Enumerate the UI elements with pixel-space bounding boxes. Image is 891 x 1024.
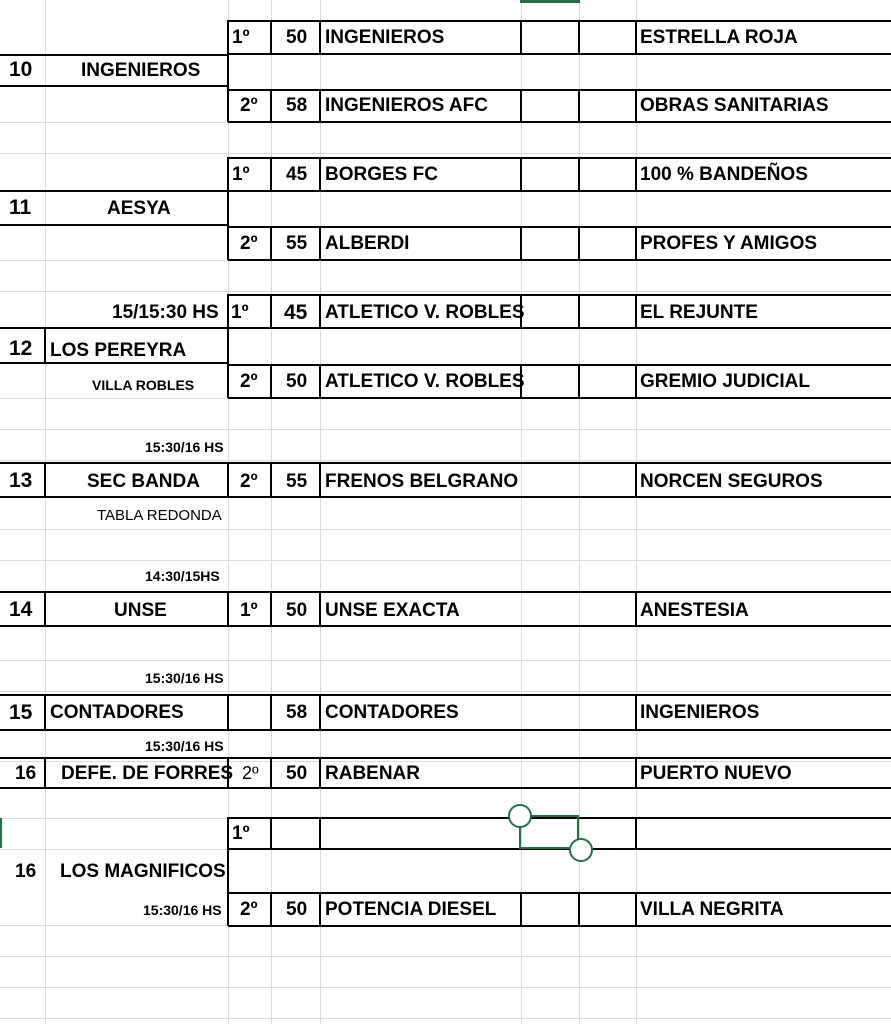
division-cell[interactable]: 1º	[231, 302, 249, 323]
home-team-cell[interactable]: ATLETICO V. ROBLES	[325, 371, 525, 392]
resize-handle-bottom-right	[570, 839, 592, 861]
category-cell[interactable]: 50	[286, 899, 308, 920]
away-team-cell[interactable]: INGENIEROS	[640, 702, 760, 723]
away-team-cell[interactable]: PUERTO NUEVO	[640, 763, 792, 784]
division-cell[interactable]: 1º	[240, 600, 258, 621]
venue-team-cell[interactable]: INGENIEROS	[81, 60, 201, 81]
home-team-cell[interactable]: FRENOS BELGRANO	[325, 471, 519, 492]
home-team-cell[interactable]: POTENCIA DIESEL	[325, 899, 497, 920]
venue-team-cell[interactable]: LOS PEREYRA	[50, 340, 187, 361]
column-header-selection	[520, 0, 580, 3]
category-cell[interactable]: 55	[286, 471, 308, 492]
away-team-cell[interactable]: OBRAS SANITARIAS	[640, 95, 829, 116]
away-team-cell[interactable]: ANESTESIA	[640, 600, 749, 621]
selected-shape[interactable]	[502, 800, 598, 868]
away-team-cell[interactable]: GREMIO JUDICIAL	[640, 371, 810, 392]
match-number-cell[interactable]: 16	[15, 861, 37, 882]
home-team-cell[interactable]: INGENIEROS AFC	[325, 95, 488, 116]
category-cell[interactable]: 50	[286, 371, 308, 392]
away-team-cell[interactable]: VILLA NEGRITA	[640, 899, 784, 920]
match-number-cell[interactable]: 10	[9, 58, 33, 81]
time-cell[interactable]: 15/15:30 HS	[112, 302, 219, 323]
match-number-cell[interactable]: 14	[9, 598, 33, 621]
category-cell[interactable]: 45	[284, 301, 308, 324]
home-team-cell[interactable]: INGENIEROS	[325, 27, 445, 48]
match-number-cell[interactable]: 12	[9, 337, 33, 360]
home-team-cell[interactable]: ATLETICO V. ROBLES	[325, 302, 525, 323]
division-cell[interactable]: 2º	[240, 471, 258, 492]
venue-team-cell[interactable]: DEFE. DE FORRES	[61, 763, 234, 784]
division-cell[interactable]: 2º	[240, 95, 258, 116]
time-cell[interactable]: 15:30/16 HS	[145, 670, 224, 686]
category-cell[interactable]: 50	[286, 27, 308, 48]
venue-subtitle-cell[interactable]: TABLA REDONDA	[97, 507, 222, 524]
home-team-cell[interactable]: ALBERDI	[325, 233, 410, 254]
division-cell[interactable]: 2º	[240, 899, 258, 920]
division-cell[interactable]: 2º	[240, 371, 258, 392]
away-team-cell[interactable]: EL REJUNTE	[640, 302, 758, 323]
category-cell[interactable]: 58	[286, 95, 308, 116]
venue-team-cell[interactable]: UNSE	[114, 600, 167, 621]
category-cell[interactable]: 45	[286, 164, 308, 185]
category-cell[interactable]: 55	[286, 233, 308, 254]
away-team-cell[interactable]: ESTRELLA ROJA	[640, 27, 798, 48]
category-cell[interactable]: 50	[286, 600, 308, 621]
away-team-cell[interactable]: NORCEN SEGUROS	[640, 471, 823, 492]
home-team-cell[interactable]: UNSE EXACTA	[325, 600, 460, 621]
venue-team-cell[interactable]: CONTADORES	[50, 702, 184, 723]
resize-handle-top-left	[509, 805, 531, 827]
row-header-selection	[0, 818, 2, 848]
venue-subtitle-cell[interactable]: VILLA ROBLES	[92, 377, 195, 393]
match-number-cell[interactable]: 13	[9, 469, 33, 492]
match-number-cell[interactable]: 15	[9, 701, 33, 724]
division-cell[interactable]: 2º	[242, 763, 259, 783]
away-team-cell[interactable]: PROFES Y AMIGOS	[640, 233, 818, 254]
time-cell[interactable]: 15:30/16 HS	[145, 738, 224, 754]
venue-team-cell[interactable]: SEC BANDA	[87, 471, 200, 492]
match-number-cell[interactable]: 11	[9, 196, 32, 219]
venue-team-cell[interactable]: AESYA	[107, 198, 171, 219]
division-cell[interactable]: 2º	[240, 233, 258, 254]
venue-team-cell[interactable]: LOS MAGNIFICOS	[60, 861, 226, 882]
time-cell[interactable]: 14:30/15HS	[145, 568, 220, 584]
division-cell[interactable]: 1º	[232, 823, 250, 844]
match-number-cell[interactable]: 16	[15, 763, 37, 784]
division-cell[interactable]: 1º	[232, 27, 250, 48]
home-team-cell[interactable]: BORGES FC	[325, 164, 438, 185]
home-team-cell[interactable]: RABENAR	[325, 763, 420, 784]
away-team-cell[interactable]: 100 % BANDEÑOS	[640, 164, 808, 185]
home-team-cell[interactable]: CONTADORES	[325, 702, 459, 723]
time-cell[interactable]: 15:30/16 HS	[145, 439, 224, 455]
division-cell[interactable]: 1º	[232, 164, 250, 185]
category-cell[interactable]: 58	[286, 702, 308, 723]
category-cell[interactable]: 50	[286, 763, 308, 784]
time-cell[interactable]: 15:30/16 HS	[143, 902, 222, 918]
